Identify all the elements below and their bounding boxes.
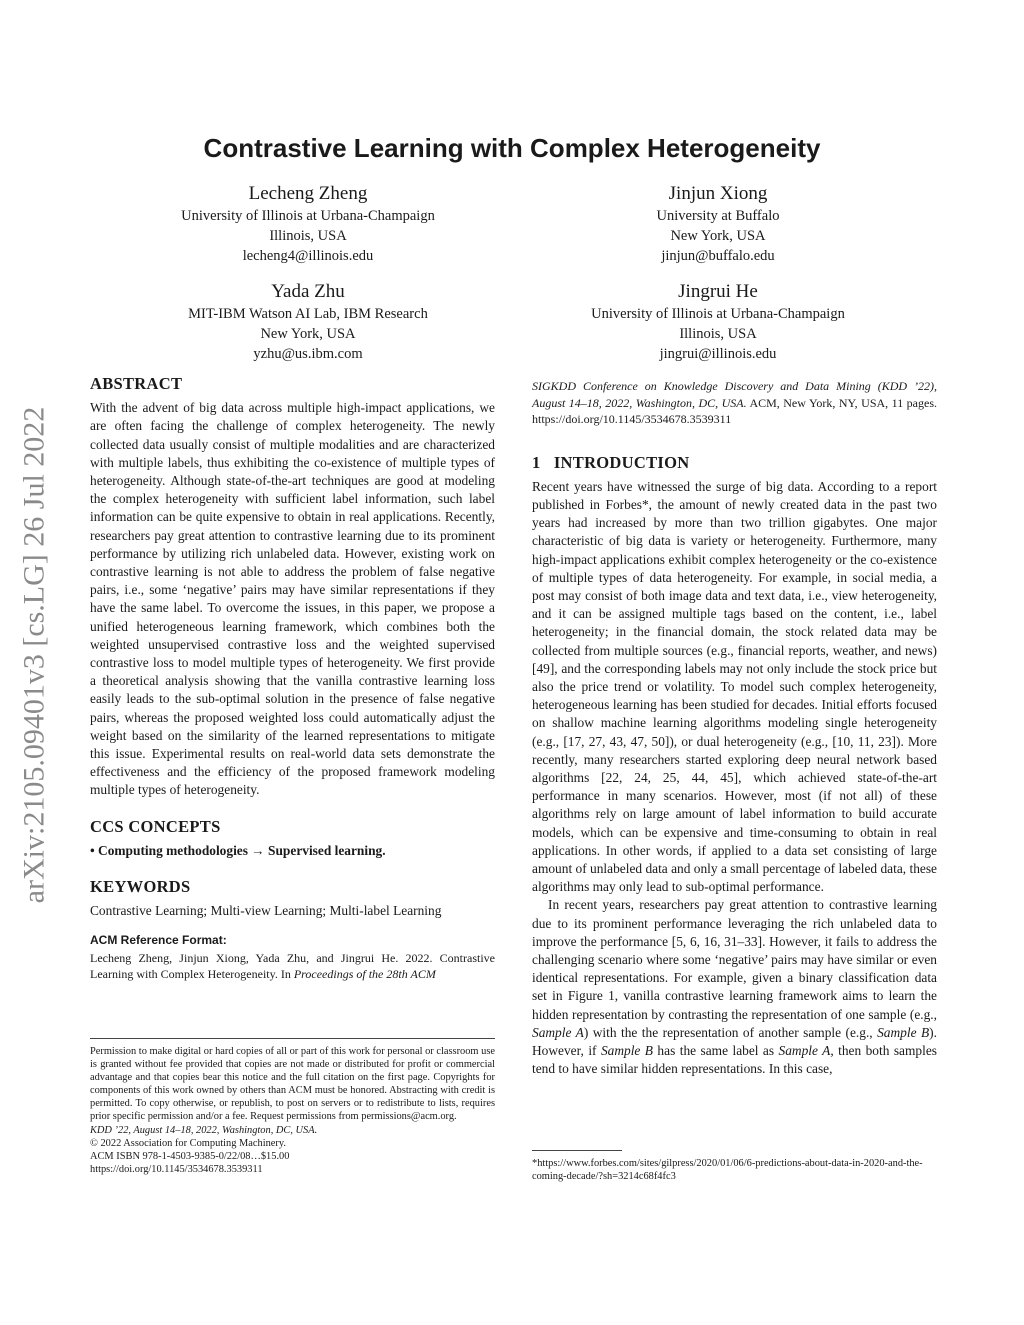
left-column bbox=[90, 375, 495, 982]
arxiv-stamp bbox=[12, 365, 56, 945]
acm-reference-cont-b: ACM, New York, NY, USA, 11 pages. https://doi.org/10.1145/3534678.3539311 bbox=[532, 395, 937, 426]
keywords-heading: KEYWORDS bbox=[90, 877, 191, 897]
author-name: Yada Zhu bbox=[271, 281, 345, 302]
footnote-rule bbox=[90, 1038, 495, 1039]
permission-copyright: © 2022 Association for Computing Machinery. bbox=[90, 1137, 286, 1149]
acm-reference-text-b: Proceedings of the 28th ACM bbox=[293, 967, 436, 982]
footnote-block bbox=[532, 1150, 937, 1183]
author-block bbox=[98, 182, 518, 266]
author-block bbox=[98, 280, 518, 364]
ccs-text: • Computing methodologies → Supervised learning. bbox=[90, 842, 386, 858]
arxiv-stamp-text: arXiv:2105.09401v3 [cs.LG] 26 Jul 2022 bbox=[17, 406, 50, 904]
permission-doi[interactable]: https://doi.org/10.1145/3534678.3539311 bbox=[90, 1163, 263, 1175]
permission-block bbox=[90, 1038, 495, 1176]
introduction-paragraph-1: Recent years have witnessed the surge of big data. According to a report published in Forbes*, the amount of newly created data in the past two years had increased by more than two trillion gigabytes. One major characteristic of big data is variety or heterogeneity. Furthermore, many high-impact applications exhibit complex heterogeneity or the co-existence of multiple types of data heterogeneity. For example, in social media, a post may consist of both image data and text data, i.e., view heterogeneity, and it can be assigned multiple tags based on the content, i.e., label heterogeneity; in the financial domain, the stock related data may be collected from multiple sources (e.g., financial reports, weather, and news)[49], and the corresponding labels may not only include the stock price but also the price trend or volatility. To model such complex heterogeneity, heterogeneous learning has been studied for decades. Initial efforts focused on shallow machine learning algorithms modeling single heterogeneity (e.g., [17, 27, 43, 47, 50]), or dual heterogeneity (e.g., [10, 11, 23]). More recently, many researchers started exploring deep neural network based algorithms [22, 24, 25, 44, 45], which achieved state-of-the-art performance in many scenarios. However, most (if not all) of these algorithms rely on large amount of label information to build accurate models, which can be expensive and time-consuming to obtain in real applications. In other words, if applied to a data set consisting of large amount of unlabeled data and only a small percentage of labeled data, these algorithms may only lead to sub-optimal performance. bbox=[532, 478, 937, 895]
author-email[interactable]: lecheng4@illinois.edu bbox=[242, 248, 374, 264]
permission-venue: KDD ’22, August 14–18, 2022, Washington, DC, USA. bbox=[90, 1124, 318, 1136]
acm-reference-cont-a: SIGKDD Conference on Knowledge Discovery and Data Mining (KDD ’22), August 14–18, 2022, Washington, DC, USA. bbox=[532, 379, 937, 410]
author-block bbox=[508, 280, 928, 364]
author-block bbox=[508, 182, 928, 266]
author-location: New York, USA bbox=[670, 228, 766, 244]
author-name: Jingrui He bbox=[678, 281, 758, 302]
acm-reference-heading: ACM Reference Format: bbox=[90, 933, 227, 948]
introduction-heading: 1 INTRODUCTION bbox=[532, 452, 690, 472]
acm-reference-text bbox=[90, 950, 495, 982]
ccs-heading: CCS CONCEPTS bbox=[90, 816, 221, 836]
author-affiliation: University of Illinois at Urbana-Champaign bbox=[181, 208, 435, 224]
keywords-text: Contrastive Learning; Multi-view Learning; Multi-label Learning bbox=[90, 903, 442, 919]
author-email[interactable]: yzhu@us.ibm.com bbox=[253, 346, 363, 362]
author-location: New York, USA bbox=[260, 326, 356, 342]
author-location: Illinois, USA bbox=[679, 326, 757, 342]
author-affiliation: University of Illinois at Urbana-Champaign bbox=[591, 306, 845, 322]
acm-reference-continued bbox=[532, 378, 937, 428]
author-affiliation: MIT-IBM Watson AI Lab, IBM Research bbox=[188, 306, 428, 322]
author-name: Lecheng Zheng bbox=[248, 183, 368, 204]
author-name: Jinjun Xiong bbox=[668, 183, 768, 204]
author-location: Illinois, USA bbox=[269, 228, 347, 244]
introduction-paragraph-2: In recent years, researchers pay great attention to contrastive learning due to its prominent performance leveraging the rich unlabeled data to improve the performance [5, 6, 16, 31–33]. However, it fails to address the challenging scenario where some ‘negative’ pairs may have similar or even identical representations. For example, given a binary classification data set in Figure 1, vanilla contrastive learning framework aims to learn the hidden representation by contrasting the representation of one sample (e.g., Sample A) with the the representation of another sample (e.g., Sample B). However, if Sample B has the same label as Sample A, then both samples tend to have similar hidden representations. In this case, bbox=[532, 897, 937, 1077]
permission-text: Permission to make digital or hard copies of all or part of this work for personal or classroom use is granted without fee provided that copies are not made or distributed for profit or commercial advantage and that copies bear this notice and the full citation on the first page. Copyrights for components of this work owned by others than ACM must be honored. Abstracting with credit is permitted. To copy otherwise, or republish, to post on servers or to redistribute to lists, requires prior specific permission and/or a fee. Request permissions from permissions@acm.org. bbox=[90, 1046, 495, 1123]
paper-title: Contrastive Learning with Complex Heterogeneity bbox=[203, 133, 821, 163]
abstract-heading: ABSTRACT bbox=[90, 374, 183, 393]
right-column bbox=[532, 378, 937, 1078]
author-email[interactable]: jinjun@buffalo.edu bbox=[661, 248, 775, 264]
footnote-text: *https://www.forbes.com/sites/gilpress/2020/01/06/6-predictions-about-data-in-2020-and-the-coming-decade/?sh=3214c68f4fc3 bbox=[532, 1158, 923, 1183]
footnote-rule bbox=[532, 1150, 622, 1151]
permission-isbn: ACM ISBN 978-1-4503-9385-0/22/08…$15.00 bbox=[90, 1150, 290, 1162]
abstract-text: With the advent of big data across multiple high-impact applications, we are often facing the challenge of complex heterogeneity. The newly collected data usually consist of multiple modalities and are characterized with multiple labels, thus exhibiting the co-existence of multiple types of heterogeneity. Although state-of-the-art techniques are good at modeling the complex heterogeneity with sufficient label information, such label information can be quite expensive to obtain in real applications. Recently, researchers pay great attention to contrastive learning due to its prominent performance by utilizing rich unlabeled data. However, existing work on contrastive learning is not able to address the problem of false negative pairs, i.e., some ‘negative’ pairs may have similar representations if they have the same label. To overcome the issues, in this paper, we propose a unified heterogeneous learning framework, which combines both the weighted unsupervised contrastive loss and the weighted supervised contrastive loss to model multiple types of heterogeneity. We first provide a theoretical analysis showing that the vanilla contrastive learning loss easily leads to the sub-optimal solution in the presence of false negative pairs, whereas the proposed weighted loss could automatically adjust the weight based on the similarity of the learned representations to mitigate this issue. Experimental results on real-world data sets demonstrate the effectiveness and the efficiency of the proposed framework modeling multiple types of heterogeneity. bbox=[90, 400, 495, 798]
author-email[interactable]: jingrui@illinois.edu bbox=[659, 346, 777, 362]
acm-reference-text-a: Lecheng Zheng, Jinjun Xiong, Yada Zhu, and Jingrui He. 2022. Contrastive Learning with Complex Heterogeneity. In bbox=[90, 951, 495, 982]
author-affiliation: University at Buffalo bbox=[656, 208, 780, 224]
